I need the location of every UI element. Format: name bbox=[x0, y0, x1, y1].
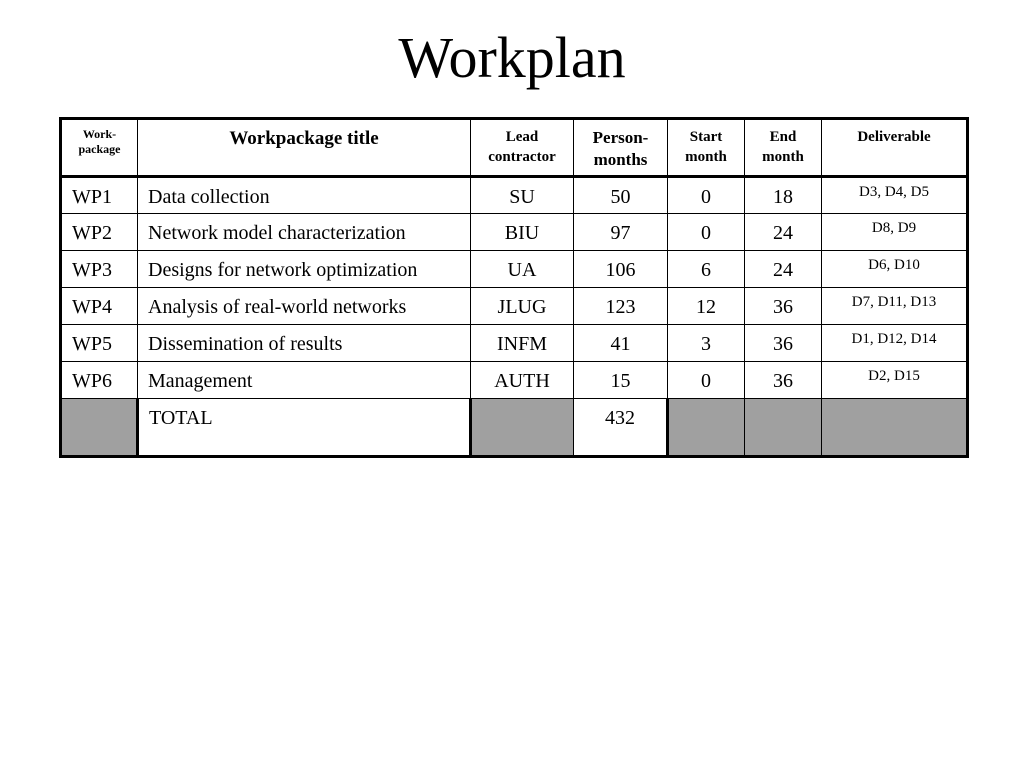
header-person-line1: Person- bbox=[592, 128, 649, 147]
total-grey-cell bbox=[822, 399, 968, 457]
slide-title: Workplan bbox=[398, 25, 626, 90]
table-total-row bbox=[61, 399, 968, 457]
cell-lead: INFM bbox=[471, 325, 574, 362]
cell-deliverable: D3, D4, D5 bbox=[822, 177, 968, 214]
table-row bbox=[61, 251, 968, 288]
header-workpackage bbox=[61, 119, 138, 177]
cell-deliverable: D7, D11, D13 bbox=[822, 288, 968, 325]
total-grey-cell bbox=[61, 399, 138, 457]
cell-title: Data collection bbox=[138, 177, 471, 214]
header-start-line1: Start bbox=[689, 129, 723, 145]
header-end-month bbox=[745, 119, 822, 177]
cell-person-months: 41 bbox=[574, 325, 668, 362]
total-grey-cell bbox=[471, 399, 574, 457]
cell-person-months: 50 bbox=[574, 177, 668, 214]
header-workpackage-line1: Work- bbox=[82, 127, 117, 141]
header-end-line1: End bbox=[769, 129, 797, 145]
cell-person-months: 97 bbox=[574, 214, 668, 251]
table-row bbox=[61, 362, 968, 399]
cell-person-months: 15 bbox=[574, 362, 668, 399]
header-person-months bbox=[574, 119, 668, 177]
cell-deliverable: D1, D12, D14 bbox=[822, 325, 968, 362]
total-grey-cell bbox=[745, 399, 822, 457]
cell-title: Management bbox=[138, 362, 471, 399]
cell-wp: WP2 bbox=[61, 214, 138, 251]
workplan-table bbox=[59, 117, 969, 458]
cell-title: Dissemination of results bbox=[138, 325, 471, 362]
cell-deliverable: D2, D15 bbox=[822, 362, 968, 399]
cell-wp: WP1 bbox=[61, 177, 138, 214]
cell-title: Designs for network optimization bbox=[138, 251, 471, 288]
cell-end: 36 bbox=[745, 362, 822, 399]
cell-wp: WP5 bbox=[61, 325, 138, 362]
cell-start: 6 bbox=[668, 251, 745, 288]
cell-wp: WP3 bbox=[61, 251, 138, 288]
cell-end: 36 bbox=[745, 325, 822, 362]
total-grey-cell bbox=[668, 399, 745, 457]
cell-start: 0 bbox=[668, 177, 745, 214]
cell-lead: UA bbox=[471, 251, 574, 288]
cell-person-months: 123 bbox=[574, 288, 668, 325]
table-row bbox=[61, 325, 968, 362]
header-start-line2: month bbox=[685, 149, 727, 165]
cell-lead: AUTH bbox=[471, 362, 574, 399]
total-person-months: 432 bbox=[574, 399, 668, 457]
table-row bbox=[61, 177, 968, 214]
cell-title: Analysis of real-world networks bbox=[138, 288, 471, 325]
header-deliverable: Deliverable bbox=[822, 119, 968, 177]
total-label: TOTAL bbox=[138, 399, 471, 457]
cell-start: 3 bbox=[668, 325, 745, 362]
header-lead bbox=[471, 119, 574, 177]
cell-end: 24 bbox=[745, 214, 822, 251]
cell-end: 36 bbox=[745, 288, 822, 325]
cell-wp: WP4 bbox=[61, 288, 138, 325]
header-workpackage-line2: package bbox=[78, 142, 121, 156]
cell-lead: SU bbox=[471, 177, 574, 214]
header-lead-line2: contractor bbox=[488, 149, 556, 165]
cell-deliverable: D6, D10 bbox=[822, 251, 968, 288]
cell-start: 0 bbox=[668, 214, 745, 251]
header-title: Workpackage title bbox=[138, 119, 471, 177]
cell-start: 12 bbox=[668, 288, 745, 325]
header-start-month bbox=[668, 119, 745, 177]
table-row bbox=[61, 288, 968, 325]
cell-lead: BIU bbox=[471, 214, 574, 251]
cell-end: 18 bbox=[745, 177, 822, 214]
cell-start: 0 bbox=[668, 362, 745, 399]
cell-lead: JLUG bbox=[471, 288, 574, 325]
header-person-line2: months bbox=[593, 150, 648, 169]
table-header-row bbox=[61, 119, 968, 177]
header-end-line2: month bbox=[762, 149, 804, 165]
cell-person-months: 106 bbox=[574, 251, 668, 288]
cell-end: 24 bbox=[745, 251, 822, 288]
cell-wp: WP6 bbox=[61, 362, 138, 399]
header-lead-line1: Lead bbox=[505, 129, 539, 145]
cell-title: Network model characterization bbox=[138, 214, 471, 251]
table-row bbox=[61, 214, 968, 251]
cell-deliverable: D8, D9 bbox=[822, 214, 968, 251]
